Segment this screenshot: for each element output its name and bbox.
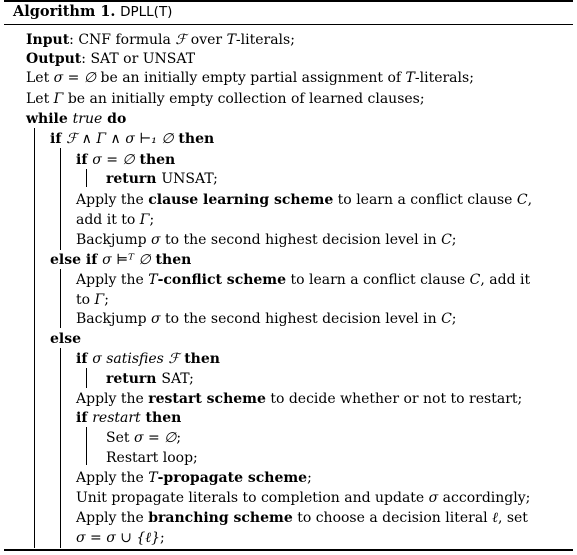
algo-line — [26, 90, 425, 108]
algo-line — [76, 489, 530, 507]
keyword: branching scheme — [148, 510, 293, 526]
keyword: if — [76, 410, 93, 426]
line-text: ; — [176, 430, 182, 446]
line-text: to learn a conflict clause — [333, 192, 517, 208]
keyword: while — [26, 111, 73, 127]
keyword: else — [50, 331, 82, 347]
if-empty-body-bar — [86, 169, 87, 187]
keyword: Input — [26, 32, 70, 48]
algo-line — [76, 231, 457, 249]
caption-name: DPLL(T) — [120, 4, 173, 20]
math-expression: ℓ — [492, 510, 498, 526]
algo-line — [106, 370, 194, 388]
line-text: Unit propagate literals to completion and update — [76, 490, 429, 506]
line-text: Backjump — [76, 311, 152, 327]
line-text: , set — [497, 510, 528, 526]
math-expression: C — [441, 232, 452, 248]
math-expression: C — [516, 192, 528, 208]
keyword: if — [50, 131, 67, 147]
keyword: then — [140, 410, 182, 426]
keyword: -propagate scheme — [157, 470, 308, 486]
line-text: ; — [104, 292, 109, 308]
line-text: Apply the — [76, 391, 149, 407]
math-expression: ℱ — [168, 351, 180, 367]
if-restart-body-bar — [86, 427, 87, 465]
algo-line — [50, 330, 81, 348]
line-text: Apply the — [76, 470, 149, 486]
math-expression: σ — [428, 490, 439, 506]
math-expression: σ = ∅ — [133, 430, 177, 446]
algo-line — [76, 529, 165, 547]
line-text: to choose a decision literal — [292, 510, 493, 526]
algo-line — [76, 390, 522, 408]
elseif-body-bar — [60, 269, 61, 328]
line-text: ; — [160, 530, 165, 546]
line-text: satisfies — [106, 351, 164, 367]
algo-line — [26, 31, 295, 49]
line-text: ; — [307, 470, 312, 486]
algo-line — [76, 509, 528, 527]
keyword: else if — [50, 252, 103, 268]
algo-line — [76, 469, 312, 487]
line-text: Apply the — [76, 192, 149, 208]
algo-line — [76, 310, 457, 328]
algo-line — [76, 350, 220, 368]
math-expression: T — [148, 272, 158, 288]
math-expression: σ = σ ∪ {ℓ} — [76, 530, 161, 546]
caption-label: Algorithm 1. — [13, 3, 116, 20]
keyword: do — [102, 111, 127, 127]
algo-line — [26, 50, 195, 68]
keyword: Output — [26, 51, 82, 67]
keyword: return — [106, 171, 162, 187]
line-text: UNSAT; — [161, 171, 218, 187]
caption-rule — [4, 24, 573, 25]
line-text: Apply the — [76, 272, 149, 288]
while-body-bar — [34, 128, 35, 548]
math-expression: T — [226, 32, 236, 48]
keyword: restart scheme — [148, 391, 266, 407]
math-expression: T — [148, 470, 158, 486]
math-expression: σ — [151, 311, 161, 327]
math-expression: C — [469, 272, 481, 288]
algo-line — [50, 251, 191, 269]
line-text: Set — [106, 430, 134, 446]
algo-line — [26, 69, 474, 87]
line-text: : SAT or UNSAT — [81, 51, 196, 67]
keyword: if — [76, 351, 93, 367]
keyword: clause learning scheme — [148, 192, 334, 208]
line-text: true — [72, 111, 103, 127]
line-text: , add it — [480, 272, 531, 288]
math-expression: ℱ ∧ Γ ∧ σ ⊢₁ ∅ — [66, 131, 174, 147]
line-text: add it to — [76, 212, 140, 228]
algo-line — [76, 409, 181, 427]
top-rule — [4, 0, 573, 2]
math-expression: Γ — [53, 91, 64, 107]
math-expression: T — [405, 70, 415, 86]
line-text: be an initially empty collection of learned clauses; — [63, 91, 425, 107]
line-text: Backjump — [76, 232, 152, 248]
algo-line — [106, 429, 181, 447]
keyword: then — [179, 351, 220, 367]
keyword: then — [134, 152, 176, 168]
keyword: -conflict scheme — [157, 272, 287, 288]
algorithm-box — [4, 0, 573, 553]
math-expression: σ ⊨ᵀ ∅ — [102, 252, 151, 268]
line-text: be an initially empty partial assignment of — [96, 70, 406, 86]
keyword: if — [76, 152, 93, 168]
algo-line — [76, 211, 154, 229]
line-text: to the second highest decision level in — [160, 311, 442, 327]
line-text: to decide whether or not to restart; — [265, 391, 523, 407]
line-text: to — [76, 292, 95, 308]
keyword: then — [150, 252, 192, 268]
algo-line — [76, 291, 109, 309]
line-text: SAT; — [161, 371, 194, 387]
line-text: to the second highest decision level in — [160, 232, 442, 248]
algo-line — [76, 271, 530, 289]
keyword: then — [173, 131, 215, 147]
line-text: , — [527, 192, 533, 208]
math-expression: σ = ∅ — [53, 70, 97, 86]
math-expression: C — [441, 311, 452, 327]
algo-line — [106, 449, 198, 467]
line-text: Restart loop; — [106, 450, 198, 466]
line-text: Apply the — [76, 510, 149, 526]
algo-line — [106, 170, 218, 188]
line-text: -literals; — [414, 70, 474, 86]
math-expression: σ = ∅ — [92, 152, 135, 168]
line-text: over — [186, 32, 227, 48]
line-text: restart — [92, 410, 141, 426]
if-body-bar — [60, 148, 61, 250]
line-text: ; — [451, 232, 457, 248]
line-text: ; — [149, 212, 155, 228]
math-expression: Γ — [139, 212, 150, 228]
math-expression: ℱ — [175, 32, 187, 48]
algo-line — [76, 191, 532, 209]
math-expression: σ — [151, 232, 161, 248]
algo-line — [50, 130, 214, 148]
else-body-bar — [60, 348, 61, 548]
line-text: accordingly; — [438, 490, 531, 506]
math-expression: Γ — [94, 292, 105, 308]
algo-line — [76, 151, 175, 169]
keyword: return — [106, 371, 162, 387]
line-text: ; — [451, 311, 457, 327]
line-text: Let — [26, 70, 54, 86]
line-text: : CNF formula — [69, 32, 176, 48]
line-text: to learn a conflict clause — [286, 272, 470, 288]
math-expression: σ — [92, 351, 102, 367]
if-sat-body-bar — [86, 368, 87, 388]
line-text: Let — [26, 91, 54, 107]
algorithm-caption — [13, 3, 172, 21]
line-text: -literals; — [235, 32, 295, 48]
algo-line — [26, 110, 126, 128]
bottom-rule — [4, 549, 573, 551]
